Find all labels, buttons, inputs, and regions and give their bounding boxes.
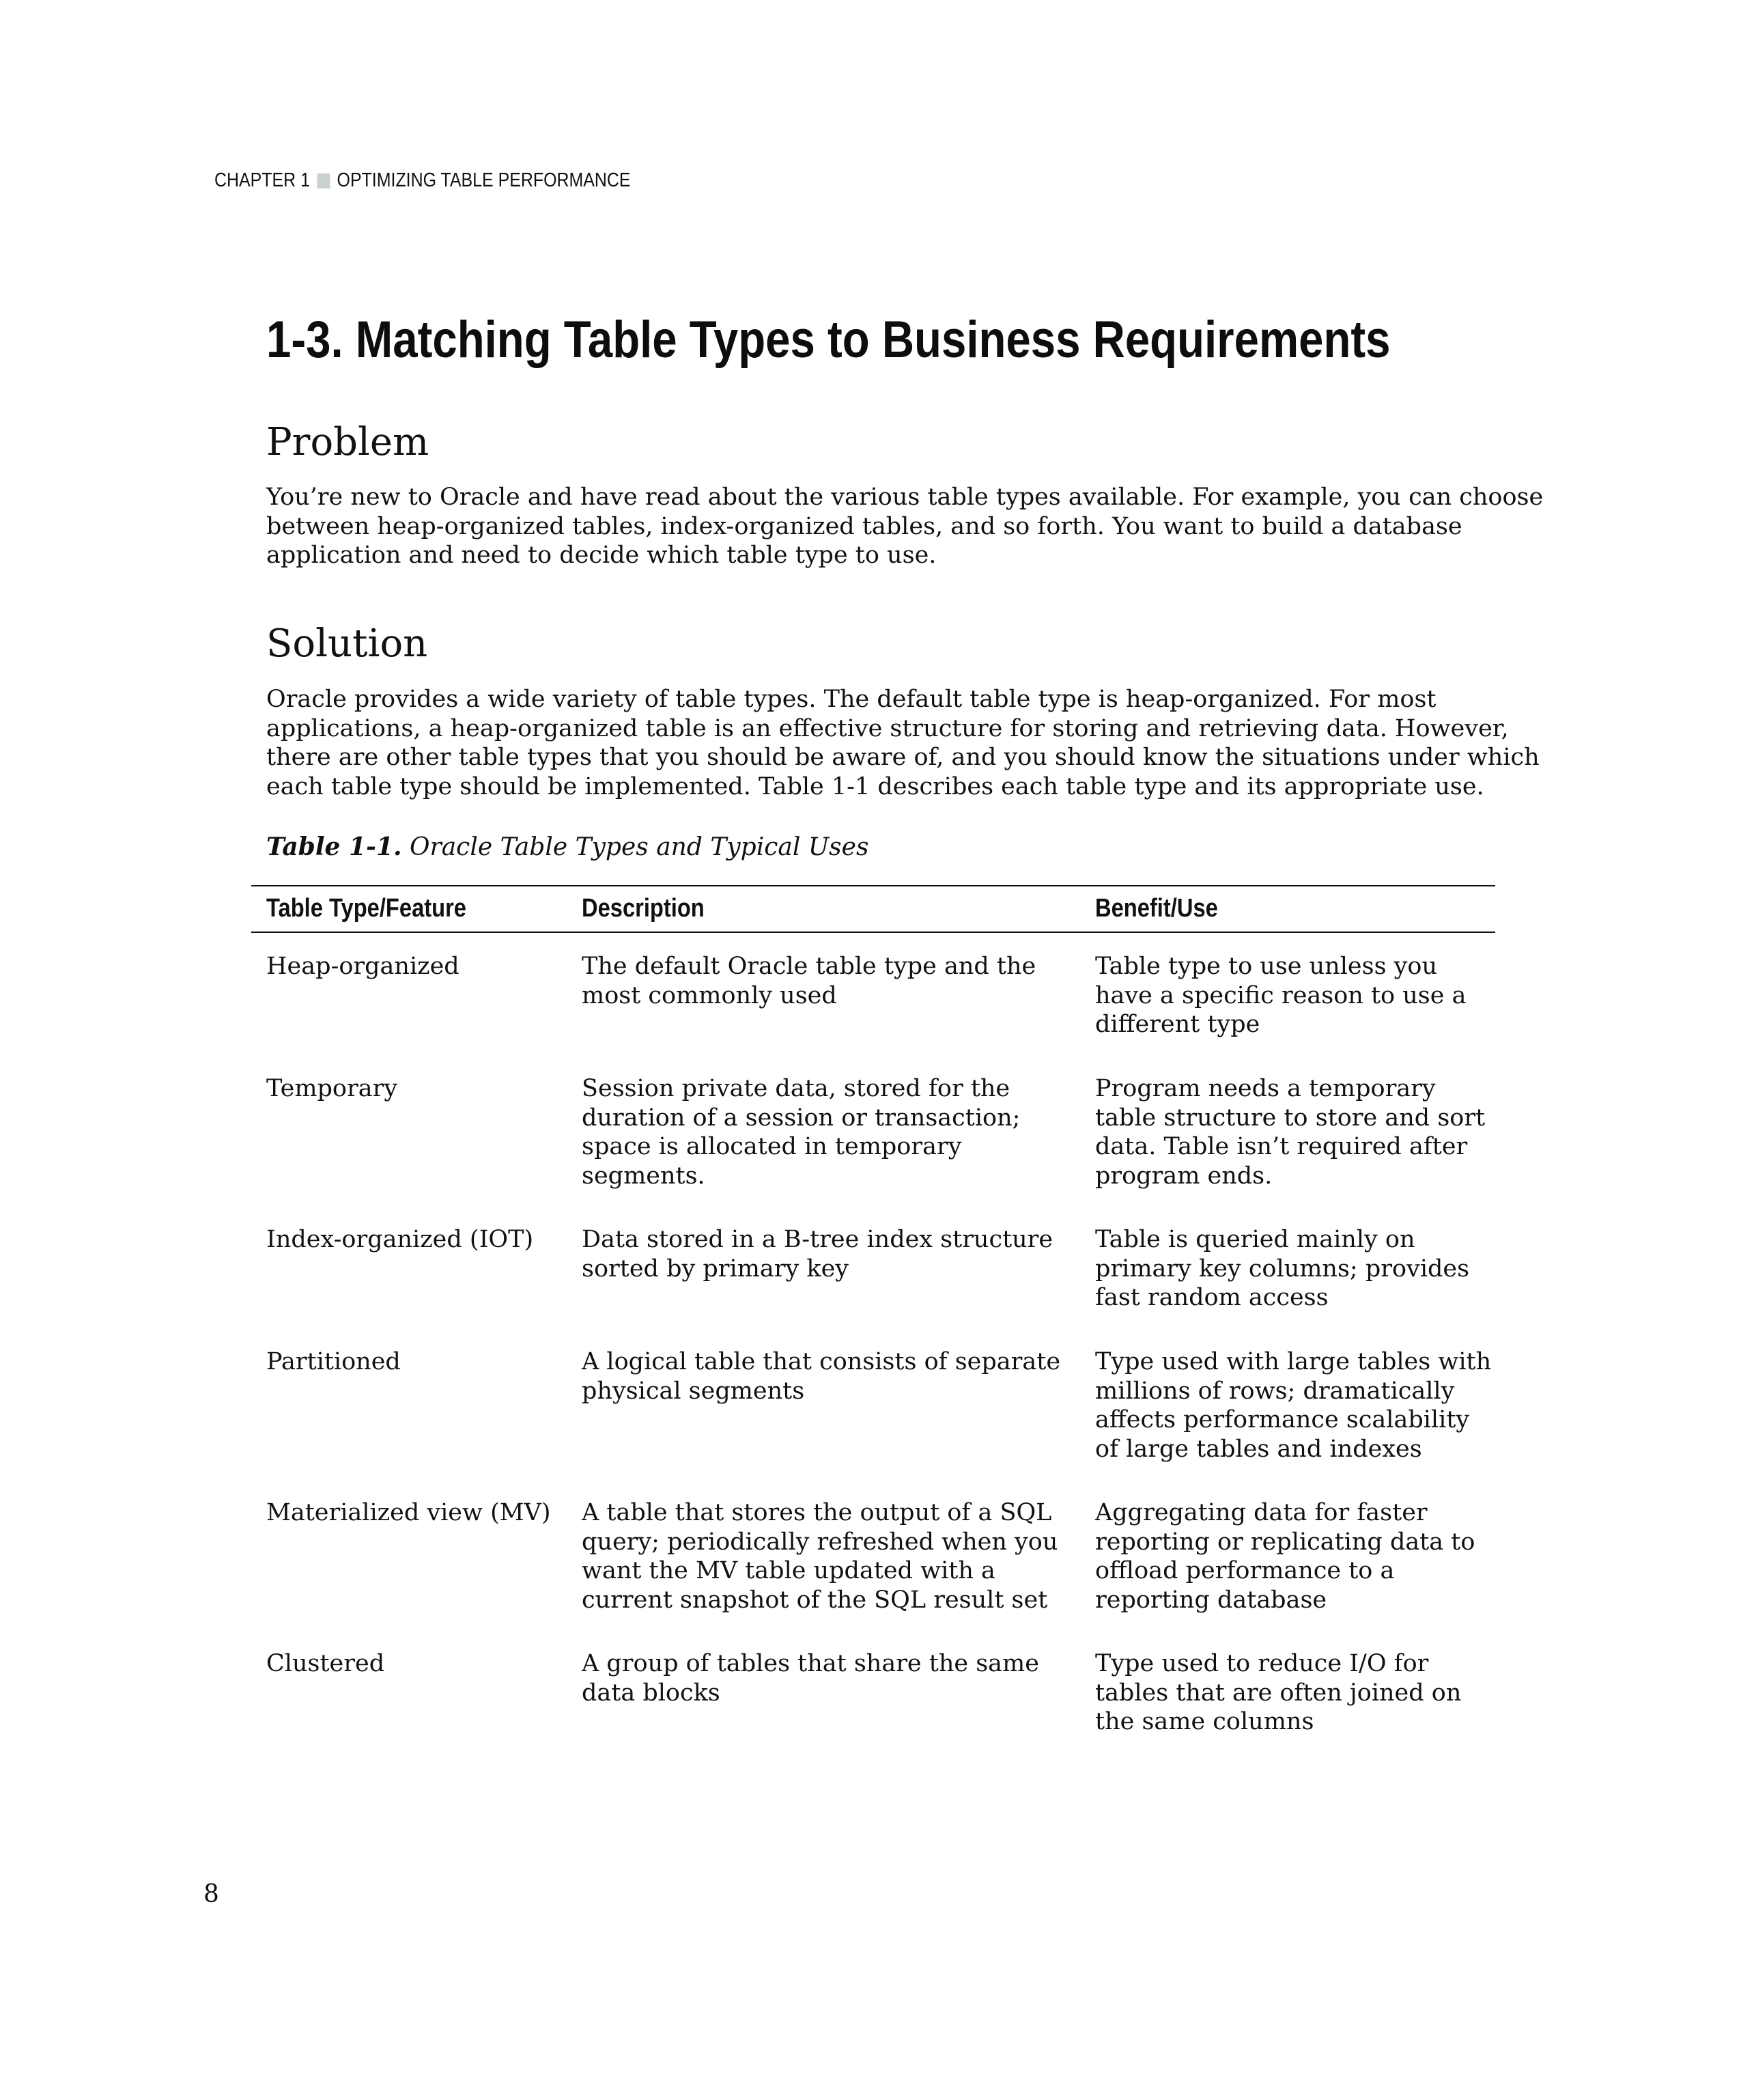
cell-line: Table is queried mainly on xyxy=(1095,1226,1415,1253)
cell-type xyxy=(266,1498,551,1528)
cell-line: tables that are often joined on xyxy=(1095,1679,1462,1707)
problem-line: application and need to decide which table type to use. xyxy=(266,542,937,569)
cell-benefit xyxy=(1095,1649,1461,1737)
problem-line: You’re new to Oracle and have read about the various table types available. For example, you can choose xyxy=(266,484,1544,511)
problem-line: between heap-organized tables, index-organized tables, and so forth. You want to build a database xyxy=(266,512,1462,540)
solution-line: applications, a heap-organized table is an effective structure for storing and retrieving data. However, xyxy=(266,714,1509,742)
cell-line: data. Table isn’t required after xyxy=(1095,1133,1468,1160)
table-top-rule xyxy=(251,885,1495,886)
cell-line: program ends. xyxy=(1095,1162,1273,1190)
cell-line: affects performance scalability xyxy=(1095,1406,1470,1433)
table-header-rule xyxy=(251,932,1495,933)
table-caption-label: Table 1-1. xyxy=(266,832,402,861)
cell-line: offload performance to a xyxy=(1095,1557,1395,1584)
cell-line: A table that stores the output of a SQL xyxy=(582,1499,1052,1526)
cell-line: Session private data, stored for the xyxy=(582,1075,1010,1102)
cell-benefit xyxy=(1095,1347,1491,1464)
cell-line: different type xyxy=(1095,1011,1260,1038)
cell-line: query; periodically refreshed when you xyxy=(582,1528,1058,1556)
cell-description xyxy=(582,952,1036,1010)
cell-description xyxy=(582,1649,1039,1707)
cell-line: reporting database xyxy=(1095,1586,1327,1614)
solution-line: each table type should be implemented. Table 1-1 describes each table type and its appropriate use. xyxy=(266,772,1484,800)
cell-line: Program needs a temporary xyxy=(1095,1075,1436,1102)
cell-line: current snapshot of the SQL result set xyxy=(582,1586,1048,1614)
cell-type xyxy=(266,1649,384,1679)
cell-type xyxy=(266,1225,533,1255)
cell-description xyxy=(582,1498,1058,1614)
cell-line: reporting or replicating data to xyxy=(1095,1528,1475,1556)
cell-line: A group of tables that share the same xyxy=(582,1650,1039,1677)
cell-line: have a specific reason to use a xyxy=(1095,981,1467,1009)
cell-line: A logical table that consists of separate xyxy=(582,1348,1061,1375)
solution-line: there are other table types that you should be aware of, and you should know the situations under which xyxy=(266,744,1540,771)
cell-line: Clustered xyxy=(266,1650,385,1677)
cell-line: space is allocated in temporary xyxy=(582,1133,962,1160)
table-caption-text: Oracle Table Types and Typical Uses xyxy=(409,833,869,861)
cell-line: Heap-organized xyxy=(266,953,459,980)
cell-description xyxy=(582,1225,1053,1283)
cell-benefit xyxy=(1095,1225,1469,1313)
cell-type xyxy=(266,1347,401,1377)
page-number: 8 xyxy=(203,1880,219,1908)
table-header-benefit: Benefit/Use xyxy=(1095,894,1218,923)
cell-line: of large tables and indexes xyxy=(1095,1435,1422,1463)
problem-heading: Problem xyxy=(266,420,429,464)
cell-line: Partitioned xyxy=(266,1348,401,1375)
running-head-chapter: CHAPTER 1 xyxy=(214,169,310,191)
cell-line: the same columns xyxy=(1095,1708,1314,1735)
running-head xyxy=(214,169,631,192)
solution-heading: Solution xyxy=(266,621,428,666)
cell-line: segments. xyxy=(582,1162,705,1190)
cell-line: Type used with large tables with xyxy=(1095,1348,1492,1375)
cell-line: Index-organized (IOT) xyxy=(266,1226,534,1253)
running-head-separator-icon xyxy=(317,173,330,188)
cell-line: millions of rows; dramatically xyxy=(1095,1377,1455,1405)
solution-line: Oracle provides a wide variety of table types. The default table type is heap-organized. For most xyxy=(266,686,1436,713)
running-head-section: OPTIMIZING TABLE PERFORMANCE xyxy=(337,169,631,191)
cell-line: Data stored in a B-tree index structure xyxy=(582,1226,1053,1253)
cell-benefit xyxy=(1095,1498,1475,1614)
cell-line: sorted by primary key xyxy=(582,1255,849,1283)
cell-type xyxy=(266,952,459,981)
solution-paragraph xyxy=(266,685,1540,801)
cell-line: Table type to use unless you xyxy=(1095,953,1438,980)
cell-line: want the MV table updated with a xyxy=(582,1557,995,1584)
cell-line: Materialized view (MV) xyxy=(266,1499,551,1526)
cell-line: Aggregating data for faster xyxy=(1095,1499,1428,1526)
cell-description xyxy=(582,1074,1020,1190)
table-caption xyxy=(266,832,868,863)
cell-description xyxy=(582,1347,1060,1405)
cell-benefit xyxy=(1095,952,1466,1039)
cell-line: Temporary xyxy=(266,1075,398,1102)
problem-paragraph xyxy=(266,483,1544,570)
cell-line: fast random access xyxy=(1095,1284,1329,1311)
cell-benefit xyxy=(1095,1074,1485,1190)
cell-line: physical segments xyxy=(582,1377,805,1405)
cell-line: The default Oracle table type and the xyxy=(582,953,1036,980)
page-title: 1-3. Matching Table Types to Business Requirements xyxy=(266,311,1391,369)
cell-line: table structure to store and sort xyxy=(1095,1104,1486,1132)
table-header-type: Table Type/Feature xyxy=(266,894,466,923)
cell-line: primary key columns; provides xyxy=(1095,1255,1470,1283)
cell-line: data blocks xyxy=(582,1679,720,1707)
cell-type xyxy=(266,1074,397,1104)
cell-line: duration of a session or transaction; xyxy=(582,1104,1021,1132)
table-header-description: Description xyxy=(582,894,705,923)
cell-line: Type used to reduce I/O for xyxy=(1095,1650,1429,1677)
cell-line: most commonly used xyxy=(582,981,837,1009)
